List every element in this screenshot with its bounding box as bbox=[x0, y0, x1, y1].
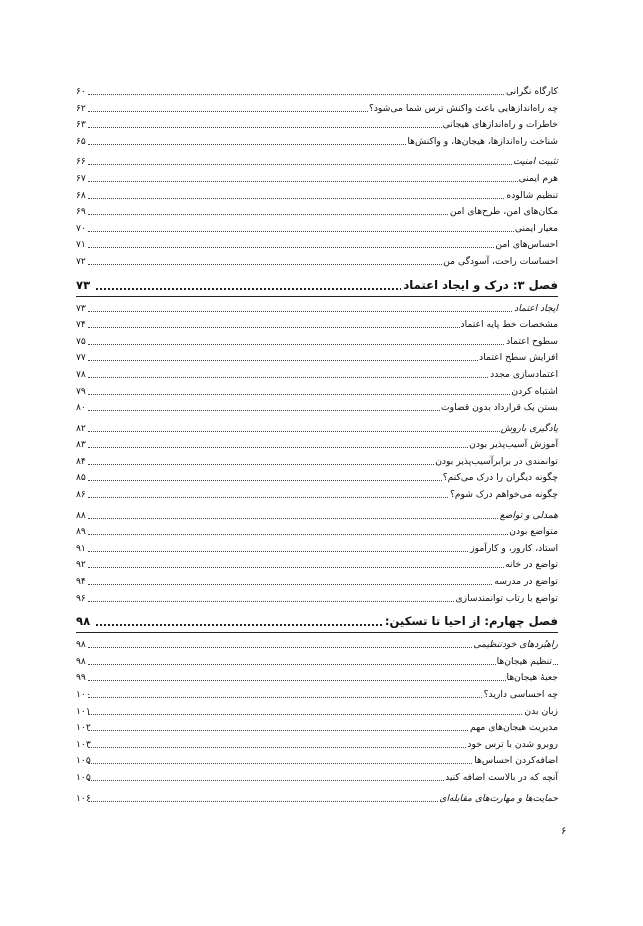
toc-entry-title: اشتباه کردن bbox=[510, 384, 558, 401]
toc-entry-page: ۹۸ bbox=[76, 639, 86, 651]
dot-leader bbox=[88, 231, 558, 232]
toc-entry bbox=[76, 541, 558, 558]
toc-entry-page: ۶۳ bbox=[76, 119, 86, 131]
toc-entry-title: مشخصات خط پایه اعتماد bbox=[460, 317, 558, 334]
toc-entry-page: ۹۶ bbox=[76, 592, 86, 604]
toc-entry bbox=[76, 687, 558, 704]
toc-entry-page: ۷۱ bbox=[76, 239, 86, 251]
toc-entry bbox=[76, 384, 558, 401]
toc-entry bbox=[76, 524, 558, 541]
toc-entry-page: ۸۰ bbox=[76, 402, 86, 414]
toc-entry-page: ۹۹ bbox=[76, 672, 86, 684]
toc-entry bbox=[76, 654, 558, 671]
toc-entry bbox=[76, 117, 558, 134]
toc-entry-page: ۶۲ bbox=[76, 102, 86, 114]
toc-entry-title: تواضع با رتاب توانمندسازی bbox=[454, 591, 558, 608]
toc-entry-page: ۸۳ bbox=[76, 439, 86, 451]
toc-chapter-heading bbox=[76, 610, 558, 633]
dot-leader bbox=[88, 394, 558, 395]
toc-entry-page: ۸۶ bbox=[76, 489, 86, 501]
dot-leader bbox=[88, 567, 558, 568]
toc-entry bbox=[76, 334, 558, 351]
toc-entry-page: ۷۴ bbox=[76, 319, 86, 331]
toc-entry-title: تثبیت امنیت bbox=[512, 154, 558, 171]
toc-entry-page: ۶۵ bbox=[76, 135, 86, 147]
toc-entry-page: ۸۴ bbox=[76, 455, 86, 467]
toc-entry bbox=[76, 753, 558, 770]
toc-entry-title: ایجاد اعتماد bbox=[513, 301, 558, 318]
toc-entry-page: ۸۹ bbox=[76, 526, 86, 538]
toc-entry-page: ۹۸ bbox=[76, 614, 91, 629]
dot-leader bbox=[88, 94, 558, 95]
toc-entry bbox=[76, 400, 558, 417]
toc-entry-title: بستن یک قرارداد بدون قضاوت bbox=[440, 400, 558, 417]
toc-entry bbox=[76, 317, 558, 334]
toc-entry bbox=[76, 237, 558, 254]
toc-entry-page: ۸۸ bbox=[76, 509, 86, 521]
toc-entry-page: ۷۷ bbox=[76, 352, 86, 364]
toc-entry-title: چه راه‌اندازهایی باعث واکنش ترس شما می‌شود؟ bbox=[368, 101, 558, 118]
toc-entry bbox=[76, 737, 558, 754]
dot-leader bbox=[88, 431, 558, 432]
dot-leader bbox=[88, 311, 558, 312]
toc-entry-page: ۶۹ bbox=[76, 206, 86, 218]
toc-entry bbox=[76, 454, 558, 471]
toc-entry-title: سطوح اعتماد bbox=[505, 334, 558, 351]
toc-entry-page: ۱۰۵ bbox=[76, 755, 91, 767]
toc-section-heading bbox=[76, 154, 558, 171]
toc-entry-page: ۶۰ bbox=[76, 86, 86, 97]
toc-entry-title: جعبهٔ هیجان‌ها bbox=[506, 670, 558, 687]
toc-section-heading bbox=[76, 421, 558, 438]
toc-entry-title: تواضع در خانه bbox=[504, 557, 558, 574]
toc-entry-title: اعتمادسازی مجدد bbox=[489, 367, 558, 384]
toc-entry bbox=[76, 470, 558, 487]
dot-leader bbox=[88, 198, 558, 199]
dot-leader bbox=[88, 377, 558, 378]
toc-entry bbox=[76, 437, 558, 454]
toc-entry-title: زبان بدن bbox=[523, 704, 558, 721]
toc-entry-title: چه احساسی دارید؟ bbox=[483, 687, 558, 704]
toc-entry-page: ۹۴ bbox=[76, 576, 86, 588]
toc-entry-page: ۷۳ bbox=[76, 277, 91, 292]
toc-entry bbox=[76, 350, 558, 367]
dot-leader bbox=[88, 714, 558, 715]
toc-entry bbox=[76, 84, 558, 101]
toc-entry bbox=[76, 670, 558, 687]
toc-entry-title: فصل چهارم: از احیا تا تسکین: bbox=[383, 610, 558, 632]
dot-leader bbox=[88, 164, 558, 165]
toc-entry-title: احساسات راحت، آسودگی من bbox=[442, 254, 558, 271]
toc-entry bbox=[76, 171, 558, 188]
toc-entry bbox=[76, 254, 558, 271]
toc-entry-page: ۷۹ bbox=[76, 385, 86, 397]
dot-leader bbox=[88, 344, 558, 345]
table-of-contents bbox=[76, 84, 558, 807]
toc-entry-page: ۹۲ bbox=[76, 559, 86, 571]
toc-entry-title: متواضع بودن bbox=[508, 524, 558, 541]
dot-leader bbox=[88, 664, 558, 665]
toc-entry bbox=[76, 591, 558, 608]
toc-entry-page: ۶۶ bbox=[76, 156, 86, 168]
toc-chapter-heading bbox=[76, 274, 558, 297]
dot-leader bbox=[88, 518, 558, 519]
toc-section-heading bbox=[76, 637, 558, 654]
toc-entry-page: ۱۰۳ bbox=[76, 738, 91, 750]
toc-section-heading bbox=[76, 508, 558, 525]
toc-entry bbox=[76, 574, 558, 591]
toc-entry-title: توانمندی در برابرآسیب‌پذیر بودن bbox=[434, 454, 558, 471]
toc-entry bbox=[76, 720, 558, 737]
toc-entry-title: تواضع در مدرسه bbox=[493, 574, 558, 591]
toc-entry-page: ۷۲ bbox=[76, 255, 86, 267]
toc-entry-title: تنظیم شالوده bbox=[505, 188, 558, 205]
dot-leader bbox=[88, 680, 558, 681]
toc-entry bbox=[76, 487, 558, 504]
toc-entry bbox=[76, 367, 558, 384]
toc-section-heading bbox=[76, 301, 558, 318]
toc-entry-title: استاد، کارور، و کارآموز bbox=[469, 541, 558, 558]
toc-entry-page: ۸۵ bbox=[76, 472, 86, 484]
dot-leader bbox=[88, 534, 558, 535]
toc-entry-title: روبرو شدن با ترس خود bbox=[466, 737, 558, 754]
toc-entry bbox=[76, 188, 558, 205]
toc-entry bbox=[76, 101, 558, 118]
toc-entry-title: تنظیم هیجان‌ها bbox=[496, 654, 552, 671]
toc-entry-title: چگونه می‌خواهم درک شوم؟ bbox=[449, 487, 558, 504]
toc-entry-page: ۶۸ bbox=[76, 189, 86, 201]
toc-entry-page: ۸۲ bbox=[76, 422, 86, 434]
toc-entry-page: ۹۱ bbox=[76, 542, 86, 554]
toc-entry-title: خاطرات و راه‌اندازهای هیجانی bbox=[442, 117, 558, 134]
toc-entry-page: ۱۰۱ bbox=[76, 705, 91, 717]
toc-entry-page: ۱۰۵ bbox=[76, 771, 91, 783]
toc-entry bbox=[76, 557, 558, 574]
toc-entry-page: ۷۳ bbox=[76, 302, 86, 314]
toc-entry-title: چگونه دیگران را درک می‌کنم؟ bbox=[442, 470, 558, 487]
toc-entry-page: ۷۸ bbox=[76, 368, 86, 380]
page-number: ۶ bbox=[561, 826, 567, 837]
toc-entry-page: ۷۵ bbox=[76, 335, 86, 347]
toc-entry-page: ۱۰۰ bbox=[76, 689, 91, 700]
toc-entry bbox=[76, 704, 558, 721]
toc-entry bbox=[76, 221, 558, 238]
dot-leader bbox=[88, 181, 558, 182]
toc-entry-title: مکان‌های امن، طرح‌های امن bbox=[449, 204, 558, 221]
toc-entry-title: حمایت‌ها و مهارت‌های مقابله‌ای bbox=[438, 791, 558, 808]
toc-entry-title: افزایش سطح اعتماد bbox=[478, 350, 558, 367]
toc-entry-title: آموزش آسیب‌پذیر بودن bbox=[468, 437, 558, 454]
toc-section-heading bbox=[76, 791, 558, 808]
toc-entry-title: کارگاه نگرانی bbox=[505, 84, 558, 101]
toc-entry-page: ۱۰۶ bbox=[76, 792, 91, 804]
dot-leader bbox=[88, 584, 558, 585]
toc-entry-title: مدیریت هیجان‌های مهم bbox=[469, 720, 558, 737]
toc-entry-title: آنچه که در بالاست اضافه کنید bbox=[444, 770, 558, 787]
toc-entry-title: یادگیری باروش bbox=[500, 421, 558, 438]
toc-entry-title: اضافه‌کردن احساس‌ها bbox=[473, 753, 558, 770]
toc-entry-title: احساس‌های امن bbox=[494, 237, 558, 254]
toc-entry-page: ۱۰۲ bbox=[76, 722, 91, 734]
toc-entry-page: ۶۷ bbox=[76, 172, 86, 184]
toc-entry-page: ۹۸ bbox=[76, 655, 86, 667]
toc-entry-title: فصل ۳: درک و ایجاد اعتماد bbox=[401, 274, 558, 296]
toc-entry bbox=[76, 134, 558, 151]
toc-entry-title: همدلی و تواضع bbox=[499, 508, 558, 525]
toc-entry-title: شناخت راه‌اندازها، هیجان‌ها، و واکنش‌ها bbox=[406, 134, 558, 151]
toc-entry-title: هرم ایمنی bbox=[518, 171, 558, 188]
dot-leader bbox=[88, 247, 558, 248]
toc-entry-title: معیار ایمنی bbox=[514, 221, 558, 238]
toc-entry-title: راهبُردهای خودتنظیمی bbox=[472, 637, 558, 654]
toc-entry-page: ۷۰ bbox=[76, 222, 86, 234]
toc-entry bbox=[76, 204, 558, 221]
toc-entry bbox=[76, 770, 558, 787]
